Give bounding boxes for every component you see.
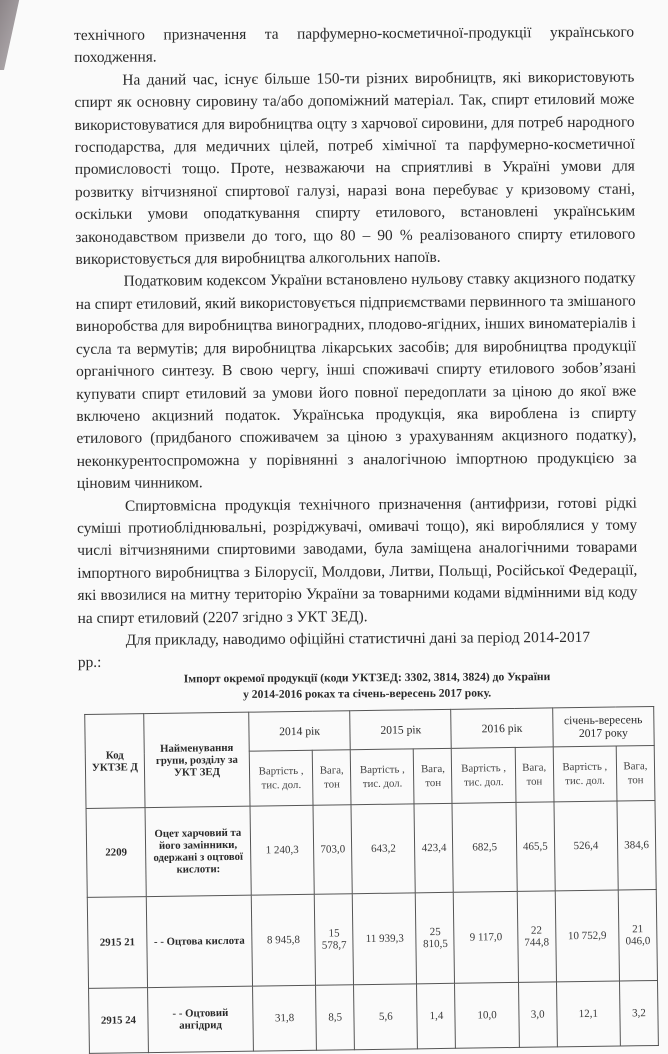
row-code: 2209 bbox=[86, 807, 146, 897]
row-code: 2915 24 bbox=[89, 987, 149, 1053]
cell-value-2015: 643,2 bbox=[351, 804, 415, 894]
cell-weight-2017: 384,6 bbox=[617, 800, 656, 890]
cell-value-2017: 526,4 bbox=[554, 801, 618, 891]
row-code: 2915 21 bbox=[87, 896, 147, 988]
cell-weight-2015: 1,4 bbox=[417, 983, 456, 1049]
header-value: Вартість , тис. дол. bbox=[553, 746, 617, 802]
cell-weight-2016: 465,5 bbox=[516, 802, 555, 892]
document-page bbox=[74, 22, 651, 1054]
cell-weight-2017: 3,2 bbox=[619, 980, 658, 1046]
paragraph-4: Для прикладу, наводимо офіційні статистичні дані за період 2014-2017 bbox=[125, 628, 591, 649]
table-caption-line-2: у 2014-2016 роках та січень-вересень 2017 року. bbox=[243, 686, 492, 701]
table-row bbox=[87, 889, 657, 988]
header-period-2014: 2014 рік bbox=[249, 711, 351, 751]
paragraph-0: технічного призначення та парфумерно-косметичної-продукції українського походження. bbox=[74, 23, 635, 67]
paragraph-3: Спиртовмісна продукція технічного призначення (антифризи, готові рідкі суміші протиобліднювальні, розріджувачі, омивачі тощо), які вироблялися у тому числі вітчизняними спиртовими заводами, була заміщена аналогічними товарами імпортного виробництва з Білорусії, Молдови, Литви, Польщі, Російської Федерації, які ввозилися на митну територію України за товарними кодами відмінними від коду на спирт етиловий (2207 згідно з УКТ ЗЕД). bbox=[77, 494, 638, 627]
cell-value-2016: 10,0 bbox=[455, 982, 519, 1048]
header-code: Код УКТЗЕ Д bbox=[85, 713, 145, 808]
cell-weight-2015: 423,4 bbox=[414, 803, 453, 893]
header-period-2016: 2016 рік bbox=[451, 708, 553, 748]
header-weight: Вага, тон bbox=[515, 747, 554, 803]
table-row bbox=[89, 980, 659, 1053]
import-table bbox=[84, 706, 659, 1054]
cell-weight-2014: 8,5 bbox=[316, 984, 355, 1050]
row-name: - - Оцтова кислота bbox=[146, 895, 252, 987]
paragraph-2: Податковим кодексом України встановлено нульову ставку акцизного податку на спирт етиловий, який використовується підприємствами первинного та змішаного виноробства для виробництва виноградних, плодово-ягідних, інших виноматеріалів і сусла та вермутів; для виробництва лікарських засобів; для виробництва продукції органічного синтезу. В свою чергу, інші споживачі спирту етилового зобов’язані купувати спирт етиловий за умови його повної передоплати за ціною до якої вже включено акцизний податок. Українська продукція, яка вироблена із спирту етилового (придбаного споживачем за ціною з урахуванням акцизного податку), неконкурентоспроможна у порівнянні з аналогічною імпортною продукцією за ціновим чинником. bbox=[75, 270, 637, 493]
cell-value-2014: 1 240,3 bbox=[250, 805, 314, 895]
cell-value-2017: 12,1 bbox=[556, 981, 620, 1047]
table-caption bbox=[96, 668, 638, 703]
cell-weight-2014: 15 578,7 bbox=[314, 893, 353, 985]
header-weight: Вага, тон bbox=[312, 750, 351, 806]
paragraph-trailing: рр.: bbox=[77, 654, 102, 672]
header-value: Вартість , тис. дол. bbox=[249, 750, 313, 806]
cell-weight-2015: 25 810,5 bbox=[416, 892, 455, 984]
scan-shadow-edge bbox=[0, 0, 40, 70]
header-period-2015: 2015 рік bbox=[350, 709, 452, 749]
cell-weight-2014: 703,0 bbox=[313, 804, 352, 894]
paragraph-1: На даний час, існує більше 150-ти різних виробництв, які використовують спирт як основну сировину та/або допоміжний матеріал. Так, спирт етиловий може використовуватися для виробництва оцту з харчової сировини, для потреб народного господарства, для медичних цілей, потреб хімічної та парфумерно-косметичної промисловості тощо. Проте, незважаючи на сприятливі в Україні умови для розвитку вітчизняної спиртової галузі, наразі вона перебуває у кризовому стані, оскільки умови оподаткування спирту етилового, встановлені українським законодавством призвели до того, що 80 – 90 % реалізованого спирту етилового використовується для виробництва алкогольних напоїв. bbox=[74, 68, 636, 269]
header-value: Вартість , тис. дол. bbox=[350, 749, 414, 805]
cell-value-2017: 10 752,9 bbox=[555, 890, 620, 982]
cell-value-2016: 9 117,0 bbox=[454, 891, 519, 983]
header-weight: Вага, тон bbox=[616, 745, 655, 801]
cell-value-2015: 11 939,3 bbox=[352, 893, 417, 985]
table-row bbox=[86, 800, 656, 897]
row-name: Оцет харчовий та його замінники, одержані з оцтової кислоти: bbox=[145, 806, 251, 896]
table-caption-line-1: Імпорт окремої продукції (коди УКТЗЕД: 3302, 3814, 3824) до України bbox=[183, 669, 551, 686]
cell-weight-2016: 3,0 bbox=[518, 982, 557, 1048]
cell-value-2016: 682,5 bbox=[452, 802, 516, 892]
header-value: Вартість , тис. дол. bbox=[452, 747, 516, 803]
row-name: - - Оцтовий ангідрид bbox=[148, 986, 254, 1052]
header-name: Найменування групи, розділу за УКТ ЗЕД bbox=[144, 712, 250, 807]
cell-value-2014: 31,8 bbox=[253, 985, 317, 1051]
cell-value-2015: 5,6 bbox=[354, 984, 418, 1050]
header-period-2017: січень-вересень 2017 року bbox=[552, 706, 654, 746]
cell-weight-2016: 22 744,8 bbox=[517, 891, 556, 983]
cell-value-2014: 8 945,8 bbox=[251, 894, 316, 986]
cell-weight-2017: 21 046,0 bbox=[618, 889, 657, 981]
header-weight: Вага, тон bbox=[414, 748, 453, 804]
